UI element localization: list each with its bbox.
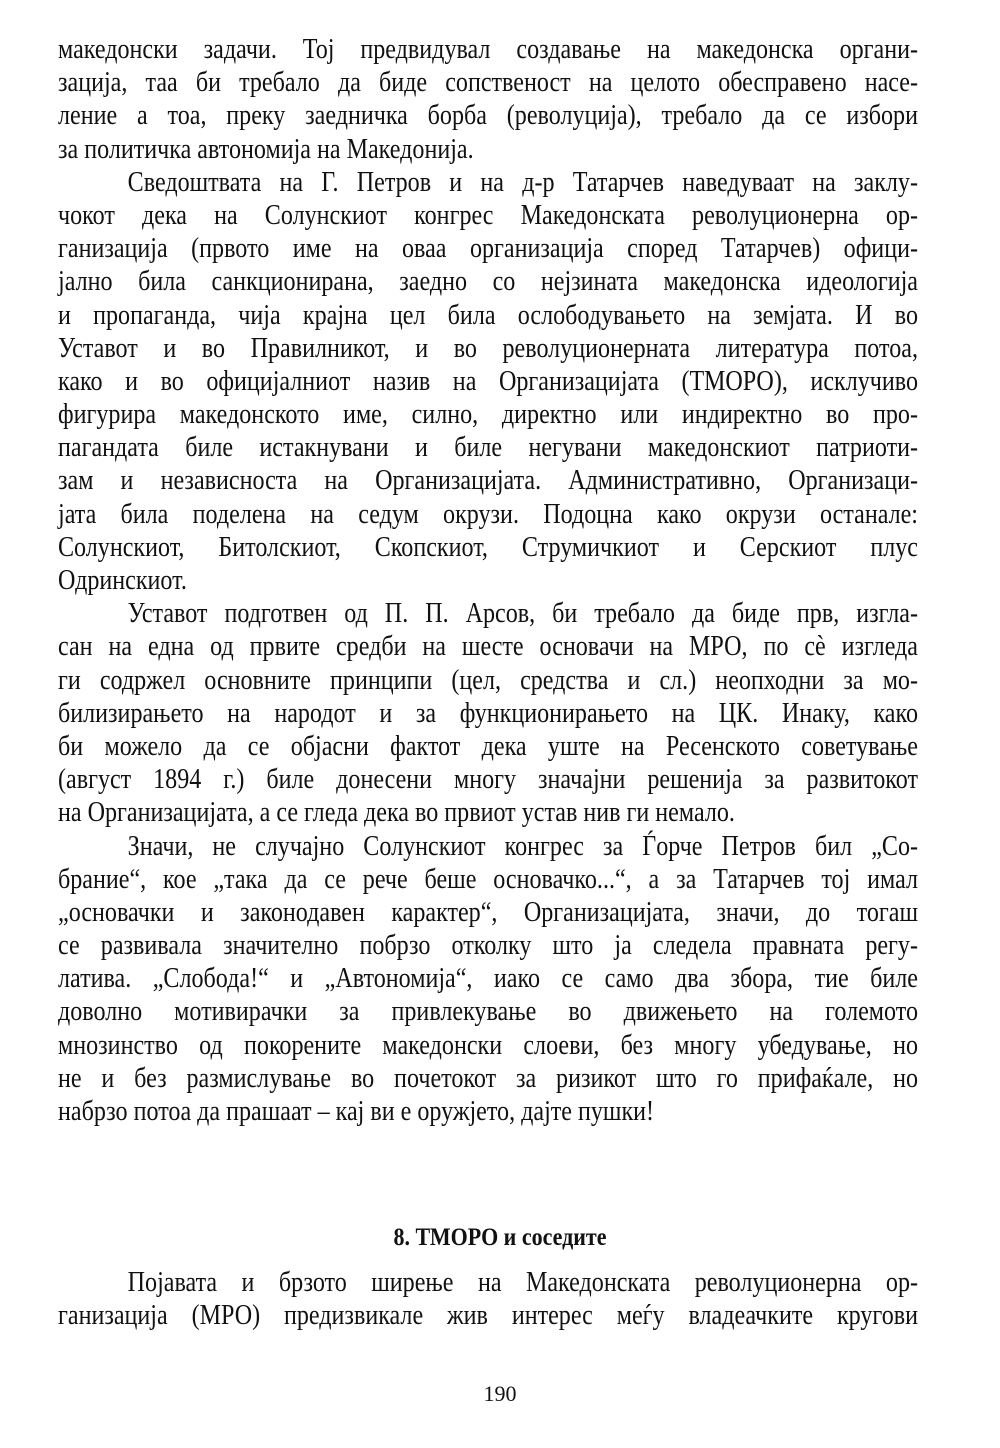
text-line: Уставот подготвен од П. П. Арсов, би требало да биде прв, изгла- xyxy=(127,598,918,630)
text-line: „основачки и законодавен карактер“, Организацијата, значи, до тогаш xyxy=(58,896,918,928)
text-line: Значи, не случајно Солунскиот конгрес за Ѓорче Петров бил „Со- xyxy=(127,830,918,862)
text-line: сан на една од првите средби на шесте основачи на МРО, по сè изгледа xyxy=(58,631,918,663)
text-line: мнозинство од покорените македонски слоеви, без многу убедување, но xyxy=(58,1029,918,1061)
paragraph xyxy=(58,33,918,166)
page-number: 190 xyxy=(483,1381,517,1406)
section-heading: 8. ТМОРО и соседите xyxy=(393,1223,607,1251)
text-line: не и без размислување во почетокот за ризикот што го прифаќале, но xyxy=(58,1062,918,1094)
paragraph xyxy=(58,830,918,1129)
text-line: и пропаганда, чија крајна цел била ослободувањето на земјата. И во xyxy=(58,299,918,331)
section-body-text xyxy=(58,1266,918,1332)
text-line: Одринскиот. xyxy=(58,565,187,596)
text-line: ги содржел основните принципи (цел, средства и сл.) неопходни за мо- xyxy=(58,664,918,696)
text-line: Солунскиот, Битолскиот, Скопскиот, Струмичкиот и Серскиот плус xyxy=(58,531,918,563)
paragraph xyxy=(58,166,918,597)
text-line: македонски задачи. Тој предвидувал создавање на македонска органи- xyxy=(58,34,918,65)
text-line: за политичка автономија на Македонија. xyxy=(58,133,474,165)
text-line: пагандата биле истакнувани и биле негувани македонскиот патриоти- xyxy=(58,432,918,464)
text-line: зам и независноста на Организацијата. Административно, Организаци- xyxy=(58,465,918,497)
text-line: набрзо потоа да прашаат – кај ви е оружјето, дајте пушки! xyxy=(58,1096,655,1127)
text-line: се развивала значително побрзо отколку што ја следела правната регу- xyxy=(58,930,918,962)
text-line: Појавата и брзото ширење на Македонската револуционерна ор- xyxy=(127,1267,918,1298)
text-line: би можело да се објасни фактот дека уште на Ресенското советување xyxy=(58,730,918,762)
text-line: латива. „Слобода!“ и „Автономија“, иако се само два збора, тие биле xyxy=(58,963,918,995)
text-line: билизирањето на народот и за функционирањето на ЦК. Инаку, како xyxy=(58,697,918,729)
text-line: ганизација (МРО) предизвикале жив интерес меѓу владеачките кругови xyxy=(58,1300,918,1332)
text-line: брание“, кое „така да се рече беше основачко...“, а за Татарчев тој имал xyxy=(58,863,918,895)
text-line: на Организацијата, а се гледа дека во првиот устав нив ги немало. xyxy=(58,797,735,829)
text-line: како и во официјалниот назив на Организацијата (ТМОРО), исклучиво xyxy=(58,365,918,397)
text-line: чокот дека на Солунскиот конгрес Македонската револуционерна ор- xyxy=(58,199,918,231)
text-line: фигурира македонското име, силно, директно или индиректно во про- xyxy=(58,399,918,431)
text-line: јално била санкционирана, заедно со нејзината македонска идеологија xyxy=(58,266,918,298)
paragraph xyxy=(58,597,918,829)
text-line: ганизација (првото име на оваа организација според Татарчев) офици- xyxy=(58,233,918,265)
text-line: Уставот и во Правилникот, и во револуционерната литература потоа, xyxy=(58,332,918,364)
text-line: Сведоштвата на Г. Петров и на д-р Татарчев наведуваат на заклу- xyxy=(127,166,918,198)
body-text xyxy=(58,33,918,1128)
text-line: ление а тоа, преку заедничка борба (револуција), требало да се избори xyxy=(58,100,918,132)
paragraph xyxy=(58,1266,918,1332)
text-line: доволно мотивирачки за привлекување во движењето на големото xyxy=(58,996,918,1028)
text-line: зација, таа би требало да биде сопственост на целото обесправено насе- xyxy=(58,67,918,99)
text-line: јата била поделена на седум окрузи. Подоцна како окрузи останале: xyxy=(58,498,918,530)
text-line: (август 1894 г.) биле донесени многу значајни решенија за развитокот xyxy=(58,764,918,796)
